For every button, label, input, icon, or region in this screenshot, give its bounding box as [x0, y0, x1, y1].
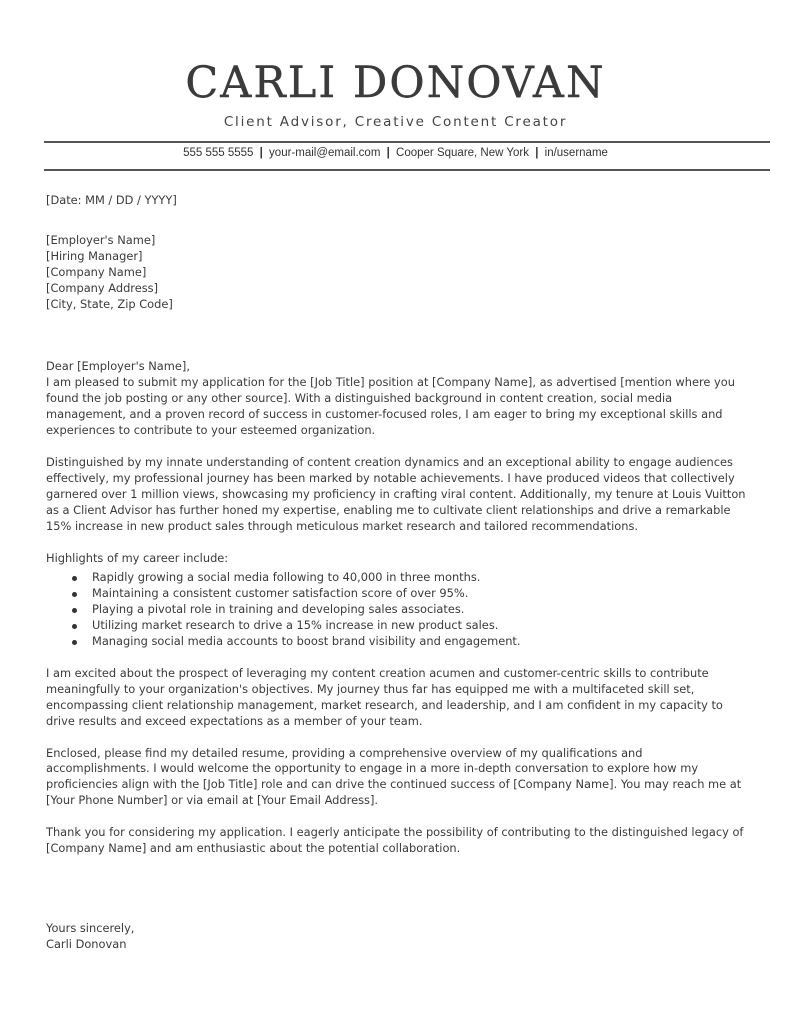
paragraph-motivation: I am excited about the prospect of leveraging my content creation acumen and customer-centric skills to contribute meaningfully to your organization's objectives. My journey thus far has equipped me with a multifaceted skill set, encompassing client relationship management, market research, and leadership, and I am confident in my capacity to drive results and exceed expectations as a member of your team.: [46, 665, 723, 728]
paragraph-achievements: Distinguished by my innate understanding of content creation dynamics and an exceptional ability to engage audiences effectively, my professional journey has been marked by notable achievements. I have produced videos that collectively garnered over 1 million views, showcasing my proficiency in crafting viral content. Additionally, my tenure at Louis Vuitton as a Client Advisor has further honed my expertise, enabling me to cultivate client relationships and drive a remarkable 15% increase in new product sales through meticulous market research and tailored recommendations.: [46, 454, 746, 533]
list-item: [72, 586, 746, 602]
recipient-line: [Hiring Manager]: [46, 248, 143, 263]
highlight-text: Maintaining a consistent customer satisfaction score of over 95%.: [92, 586, 469, 601]
letter-date: [Date: MM / DD / YYYY]: [46, 193, 177, 207]
contact-address: Cooper Square, New York: [396, 147, 530, 159]
highlight-text: Rapidly growing a social media following to 40,000 in three months.: [92, 570, 481, 585]
list-item: [72, 570, 746, 586]
bullet-icon: [72, 592, 77, 597]
contact-phone: 555 555 5555: [183, 147, 254, 159]
header-bottom-divider: [44, 169, 770, 171]
recipient-line: [City, State, Zip Code]: [46, 296, 173, 311]
highlight-text: Playing a pivotal role in training and developing sales associates.: [92, 602, 465, 617]
header-top-divider: [44, 141, 770, 143]
contact-separator: |: [386, 147, 390, 159]
highlight-text: Managing social media accounts to boost brand visibility and engagement.: [92, 634, 521, 649]
recipient-line: [Company Name]: [46, 264, 147, 279]
list-item: [72, 618, 746, 634]
contact-email: your-mail@email.com: [269, 147, 381, 159]
bullet-icon: [72, 576, 77, 581]
salutation: Dear [Employer's Name],: [46, 359, 190, 374]
applicant-name: CARLI DONOVAN: [185, 58, 606, 108]
recipient-line: [Company Address]: [46, 280, 159, 295]
signature-name: Carli Donovan: [46, 936, 127, 951]
contact-linkedin: in/username: [544, 147, 608, 159]
highlights-list: [46, 570, 746, 650]
bullet-icon: [72, 608, 77, 613]
paragraph-intro: I am pleased to submit my application for the [Job Title] position at [Company Name], as advertised [mention where you found the job posting or any other source]. With a distinguished background in content creation, social media management, and a proven record of success in customer-focused roles, I am eager to bring my exceptional skills and experiences to contribute to your esteemed organization.: [46, 375, 735, 438]
highlight-text: Utilizing market research to drive a 15% increase in new product sales.: [92, 618, 499, 633]
contact-line: [0, 147, 791, 159]
contact-separator: |: [259, 147, 263, 159]
list-item: [72, 634, 746, 650]
bullet-icon: [72, 640, 77, 645]
highlights-intro: Highlights of my career include:: [46, 550, 229, 565]
paragraph-thanks: Thank you for considering my application. I eagerly anticipate the possibility of contributing to the distinguished legacy of [Company Name] and am enthusiastic about the potential collaboration.: [46, 825, 744, 856]
closing: Yours sincerely,: [46, 921, 135, 935]
contact-separator: |: [535, 147, 539, 159]
recipient-line: [Employer's Name]: [46, 232, 156, 247]
recipient-block: [46, 233, 746, 313]
bullet-icon: [72, 624, 77, 629]
list-item: [72, 602, 746, 618]
letter-body: [46, 193, 746, 953]
applicant-title: Client Advisor, Creative Content Creator: [223, 114, 568, 130]
paragraph-enclosure: Enclosed, please find my detailed resume, providing a comprehensive overview of my qualifications and accomplishments. I would welcome the opportunity to engage in a more in-depth conversation to explore how my proficiencies align with the [Job Title] role and can drive the continued success of [Company Name]. You may reach me at [Your Phone Number] or via email at [Your Email Address].: [46, 745, 742, 808]
